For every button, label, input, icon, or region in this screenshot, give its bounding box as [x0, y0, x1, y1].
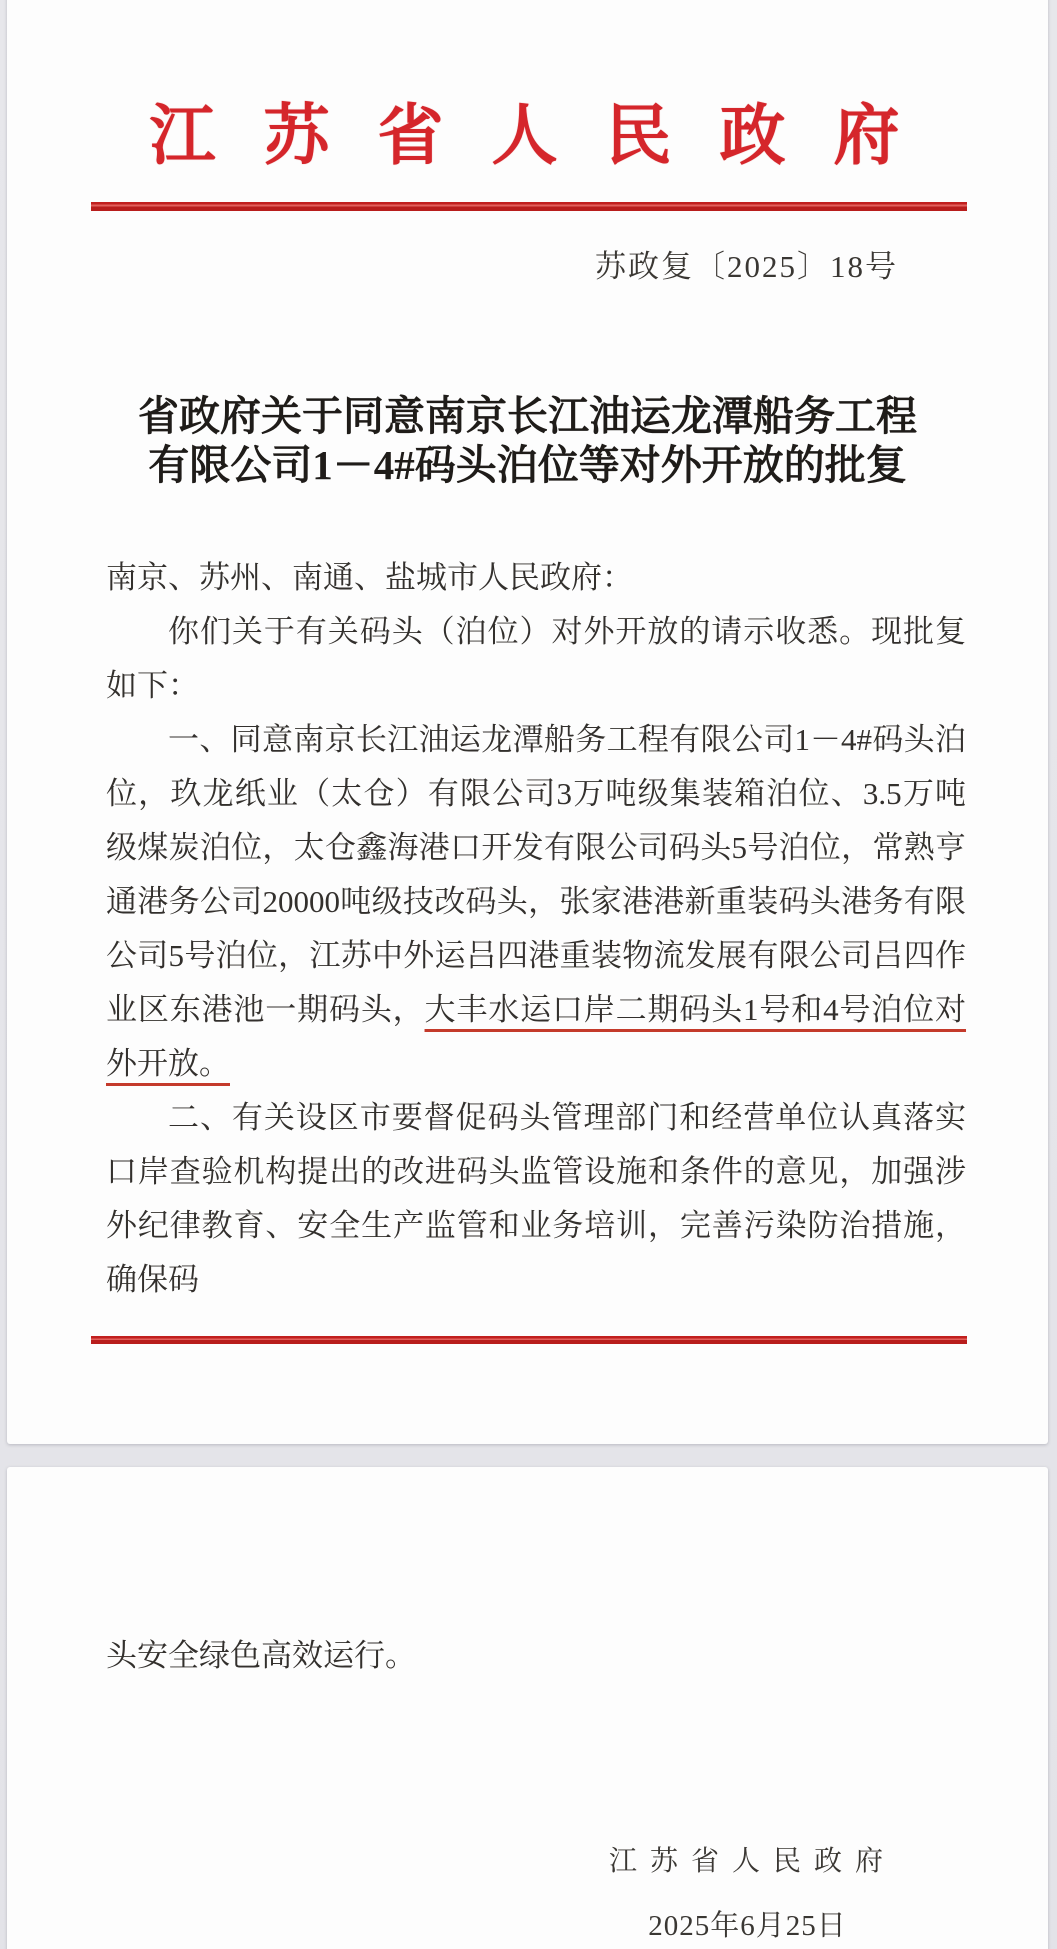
- letter-title: [7, 392, 1048, 490]
- letter-title-line1: 省政府关于同意南京长江油运龙潭船务工程: [138, 393, 917, 439]
- signature-org-name: 江 苏 省 人 民 政 府: [608, 1846, 886, 1877]
- document-number: 苏政复〔2025〕18号: [595, 249, 898, 284]
- letterhead-rule: [91, 202, 967, 211]
- page-1: [7, 0, 1048, 1444]
- page-2: [7, 1467, 1048, 1949]
- paragraph-intro: 你们关于有关码头（泊位）对外开放的请示收悉。现批复如下：: [106, 614, 966, 703]
- paragraph-item1-plain: 一、同意南京长江油运龙潭船务工程有限公司1－4#码头泊位，玖龙纸业（太仓）有限公司3万吨级集装箱泊位、3.5万吨级煤炭泊位，太仓鑫海港口开发有限公司码头5号泊位，常熟亨通港务公司20000吨级技改码头，张家港港新重装码头港务有限公司5号泊位，江苏中外运吕四港重装物流发展有限公司吕四作业区东港池一期码头，: [106, 722, 966, 1027]
- paragraph-item1-underlined: 大丰水运口岸二期码头1号和4号泊位对外开放。: [106, 992, 967, 1081]
- salutation: 南京、苏州、南通、盐城市人民政府：: [106, 560, 633, 595]
- page-footer-rule: [91, 1336, 967, 1344]
- letter-title-line2: 有限公司1－4#码头泊位等对外开放的批复: [148, 442, 907, 488]
- signature-block: [609, 1839, 886, 1944]
- letterhead-org-name: 江苏省人民政府: [149, 100, 948, 173]
- letter-body: [106, 551, 966, 1307]
- paragraph-item1: [106, 713, 966, 1091]
- paragraph-item2: 二、有关设区市要督促码头管理部门和经营单位认真落实口岸查验机构提出的改进码头监管设施和条件的意见，加强涉外纪律教育、安全生产监管和业务培训，完善污染防治措施，确保码: [106, 1100, 966, 1297]
- signature-date: 2025年6月25日: [648, 1910, 847, 1942]
- continuation-text: 头安全绿色高效运行。: [106, 1638, 416, 1673]
